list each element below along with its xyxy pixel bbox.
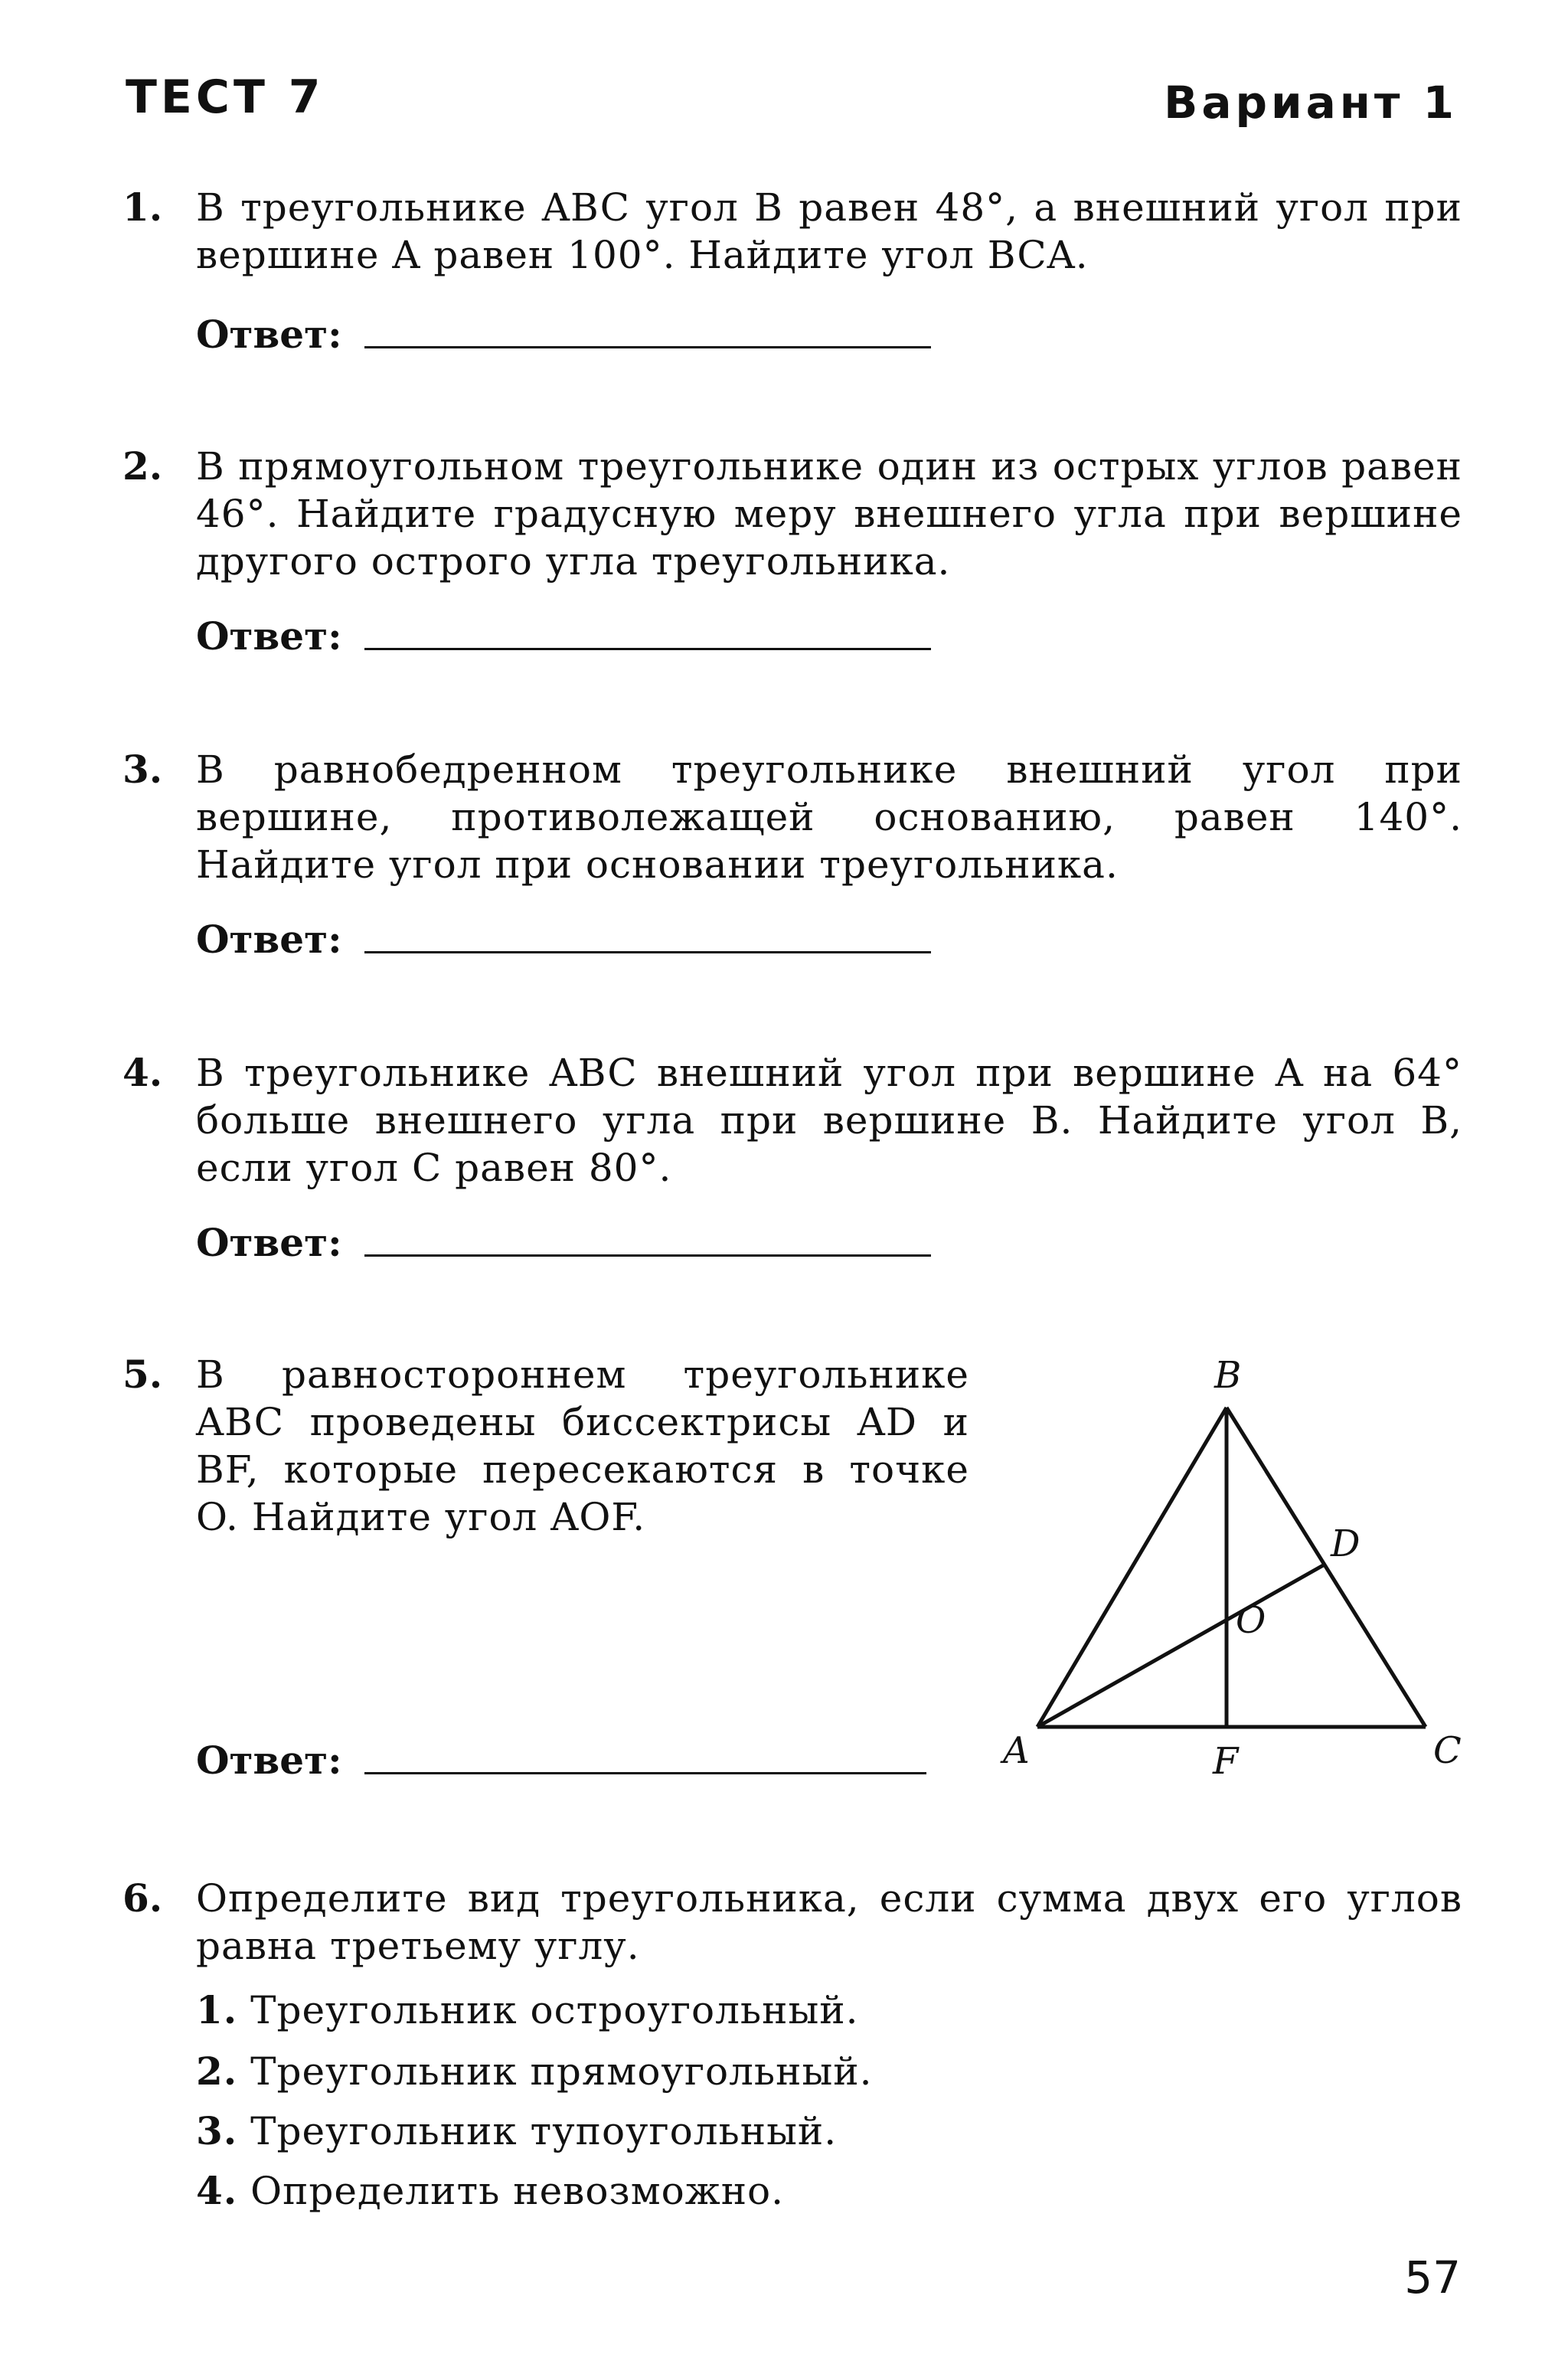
option-text: Треугольник прямоугольный. bbox=[250, 2049, 873, 2094]
triangle-figure bbox=[957, 1340, 1493, 1800]
page-number: 57 bbox=[1404, 2251, 1461, 2304]
option-number: 4. bbox=[196, 2168, 238, 2213]
answer-label: Ответ: bbox=[196, 1738, 342, 1783]
answer-label: Ответ: bbox=[196, 312, 342, 357]
side-ab bbox=[1037, 1408, 1227, 1727]
answer-label: Ответ: bbox=[196, 1220, 342, 1265]
answer-line[interactable] bbox=[364, 1772, 926, 1774]
problem-number: 4. bbox=[122, 1050, 163, 1095]
answer-option-1[interactable] bbox=[196, 1987, 858, 2034]
option-number: 1. bbox=[196, 1987, 238, 2032]
side-bc bbox=[1227, 1408, 1426, 1727]
option-text: Треугольник остроугольный. bbox=[250, 1988, 859, 2032]
problem-text: В треугольнике ABC угол B равен 48°, а внешний угол при вершине A равен 100°. Найдите угол BCA. bbox=[196, 185, 1462, 277]
bisector-ad bbox=[1037, 1565, 1325, 1727]
problem-text: В равнобедренном треугольнике внешний угол при вершине, противолежащей основанию, равен 140°. Найдите угол при основании треугольника. bbox=[196, 747, 1462, 887]
problem-text: В равностороннем треугольнике ABC проведены биссектрисы AD и BF, которые пересекаются в точке O. Найдите угол AOF. bbox=[196, 1352, 969, 1539]
test-title: ТЕСТ 7 bbox=[126, 70, 325, 124]
answer-option-2[interactable] bbox=[196, 2048, 872, 2095]
option-text: Треугольник тупоугольный. bbox=[250, 2109, 838, 2153]
answer-line[interactable] bbox=[364, 346, 931, 348]
label-b: B bbox=[1214, 1354, 1242, 1397]
problem-number: 6. bbox=[122, 1875, 163, 1921]
label-a: A bbox=[1003, 1729, 1030, 1772]
problem-number: 5. bbox=[122, 1352, 163, 1397]
problem-number: 2. bbox=[122, 443, 163, 489]
answer-label: Ответ: bbox=[196, 613, 342, 659]
variant-title: Вариант 1 bbox=[1164, 77, 1458, 129]
problem-text: В прямоугольном треугольнике один из острых углов равен 46°. Найдите градусную меру внешнего угла при вершине другого острого угла треугольника. bbox=[196, 444, 1462, 584]
answer-option-3[interactable] bbox=[196, 2107, 837, 2155]
problem-text: В треугольнике ABC внешний угол при вершине A на 64° больше внешнего угла при вершине B. Найдите угол B, если угол C равен 80°. bbox=[196, 1051, 1462, 1190]
option-number: 3. bbox=[196, 2108, 238, 2153]
problem-text: Определите вид треугольника, если сумма двух его углов равна третьему углу. bbox=[196, 1876, 1462, 1968]
answer-option-4[interactable] bbox=[196, 2167, 784, 2215]
label-d: D bbox=[1331, 1522, 1361, 1565]
option-text: Определить невозможно. bbox=[250, 2169, 785, 2213]
answer-line[interactable] bbox=[364, 648, 931, 650]
problem-number: 1. bbox=[122, 185, 163, 230]
label-o: O bbox=[1236, 1599, 1266, 1642]
problem-number: 3. bbox=[122, 747, 163, 792]
header bbox=[126, 70, 1458, 139]
answer-line[interactable] bbox=[364, 1254, 931, 1257]
label-f: F bbox=[1213, 1740, 1239, 1783]
option-number: 2. bbox=[196, 2049, 238, 2094]
answer-label: Ответ: bbox=[196, 917, 342, 962]
label-c: C bbox=[1433, 1729, 1462, 1772]
answer-line[interactable] bbox=[364, 951, 931, 953]
